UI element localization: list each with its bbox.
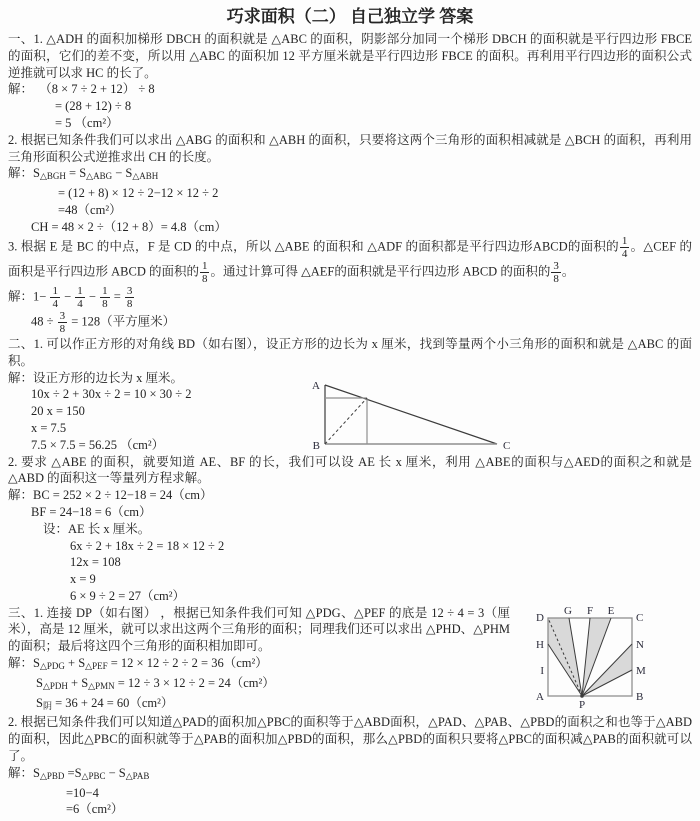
formula-line: 解： （8 × 7 ÷ 2 + 12） ÷ 8	[8, 82, 155, 97]
answer-paragraph-2-1: 二、1. 可以作正方形的对角线 BD（如右图），设正方形的边长为 x 厘米，找到等量两个小三角形的面积和就是 △ABC 的面积。	[8, 336, 692, 368]
triangle-figure-svg	[300, 376, 540, 466]
square-label-h: H	[536, 639, 544, 651]
square-label-a: A	[536, 691, 544, 703]
answer-paragraph-3-2: 2. 根据已知条件我们可以知道△PAD的面积加△PBC的面积等于△ABD面积，△PAD、△PAB、△PBD的面积之和也等于△ABD的面积，因此△PBC的面积就等于△PAB的面积加△PBD的面积，那么△PBD的面积只要将△PBC的面积减△PAB的面积就可以了。	[8, 715, 692, 764]
subscript: 阴	[42, 700, 52, 711]
formula-line: 解：1− $\frac{1}{4}$ − $\frac{1}{4}$ − $\frac{1}{8}$ = $\frac{3}{8}$	[8, 286, 692, 311]
formula-line: x = 7.5	[31, 420, 67, 435]
fraction: $\frac{1}{4}$	[77, 284, 83, 311]
subscript: △ABG	[86, 171, 113, 182]
fraction: $\frac{3}{8}$	[553, 259, 559, 286]
formula-line: 设：AE 长 x 厘米。	[43, 521, 151, 536]
formula-line: x = 9	[70, 572, 96, 587]
answer-paragraph-1-2: 2. 根据已知条件我们可以求出 △ABG 的面积和 △ABH 的面积，只要将这两个三角形的面积相减就是 △BCH 的面积，再利用三角形面积公式逆推求出 CH 的长度。	[8, 132, 692, 164]
fraction: $\frac{1}{8}$	[201, 259, 208, 286]
square-figure-svg	[530, 604, 652, 718]
answer-paragraph-2-2: 2. 要求 △ABE 的面积，就要知道 AE、BF 的长，我们可以设 AE 长 x 厘米，利用 △ABE的面积与△AED的面积之和就是 △ABD 的面积这一等量列方程求解。	[8, 454, 692, 486]
subscript: △ABH	[132, 171, 159, 182]
answer-paragraph-1-3: 3. 根据 E 是 BC 的中点，F 是 CD 的中点，所以 △ABE 的面积和 △ADF 的面积都是平行四边形ABCD的面积的 $\frac{1}{4}$ 。△CEF 的面积是平行四边形 ABCD 的面积的 $\frac{1}{8}$ 。通过计算可得 △AEF的面积就是平行四边形 ABCD 的面积的 $\frac{3}{8}$ 。	[8, 234, 692, 286]
subscript: △PAB	[125, 770, 150, 781]
subscript: △BGH	[39, 171, 66, 182]
formula-line: 10x ÷ 2 + 30x ÷ 2 = 10 × 30 ÷ 2	[31, 387, 192, 402]
square-label-f: F	[586, 605, 594, 617]
formula-line: S阴 = 36 + 24 = 60（cm²）	[36, 695, 174, 711]
square-label-e: E	[607, 605, 615, 617]
formula-line: BF = 24−18 = 6（cm）	[31, 504, 152, 519]
formula-line: =10−4	[66, 785, 99, 800]
square-label-g: G	[564, 605, 572, 617]
fraction: $\frac{3}{8}$	[126, 284, 133, 311]
formula-line: 解：S△PDG + S△PEF = 12 × 12 ÷ 2 ÷ 2 = 36（cm²）	[8, 656, 268, 672]
subscript: △PBC	[81, 770, 106, 781]
square-label-d: D	[536, 612, 544, 624]
square-figure	[530, 604, 652, 723]
square-label-n: N	[636, 639, 644, 651]
triangle-side-ac	[325, 385, 497, 444]
subscript: △PDH	[42, 680, 68, 691]
fraction: $\frac{1}{8}$	[102, 284, 108, 311]
square-label-m: M	[636, 665, 646, 677]
triangle-label-a: A	[312, 380, 320, 392]
triangle-label-c: C	[503, 440, 511, 452]
fraction: $\frac{1}{4}$	[621, 234, 628, 261]
formula-line: 48 ÷ $\frac{3}{8}$ = 128（平方厘米）	[31, 309, 176, 336]
square-label-c: C	[636, 612, 644, 624]
answer-paragraph-1-1: 一、1. △ADH 的面积加梯形 DBCH 的面积就是 △ABC 的面积，阴影部分加同一个梯形 DBCH 的面积就是平行四边形 FBCE 的面积，它们的差不变，所以用 △ABC 的面积加 12 平方厘米就是平行四边形 FBCE 的面积。再利用平行四边形的面积公式逆推就可以求 HC 的长了。	[8, 32, 692, 80]
subscript: △PEF	[85, 661, 108, 672]
subscript: △PBD	[39, 770, 65, 781]
subscript: △PMN	[88, 680, 115, 691]
triangle-label-b: B	[312, 440, 320, 452]
formula-line: 6 × 9 ÷ 2 = 27（cm²）	[70, 588, 185, 603]
formula-line: CH = 48 × 2 ÷（12 + 8）= 4.8（cm）	[31, 219, 227, 234]
square-label-b: B	[636, 691, 644, 703]
square-label-p: P	[578, 699, 586, 711]
formula-line: 12x = 108	[70, 555, 121, 570]
formula-line: 解：设正方形的边长为 x 厘米。	[8, 370, 184, 385]
formula-line: 7.5 × 7.5 = 56.25 （cm²）	[31, 437, 165, 452]
fraction: $\frac{3}{8}$	[59, 309, 66, 336]
square-label-i: I	[540, 665, 544, 677]
formula-line: 6x ÷ 2 + 18x ÷ 2 = 18 × 12 ÷ 2	[70, 538, 225, 553]
formula-line: 解：BC = 252 × 2 ÷ 12−18 = 24（cm）	[8, 488, 213, 503]
page-title: 巧求面积（二） 自己独立学 答案	[226, 7, 474, 26]
formula-line: 解：S△BGH = S△ABG − S△ABH	[8, 166, 159, 182]
triangle-figure	[300, 376, 540, 471]
formula-line: 解：S△PBD =S△PBC − S△PAB	[8, 765, 150, 781]
formula-line: S△PDH + S△PMN = 12 ÷ 3 × 12 ÷ 2 = 24（cm²）	[36, 675, 275, 691]
diagonal-bd-dashed	[325, 398, 367, 444]
formula-line: = (12 + 8) × 12 ÷ 2−12 × 12 ÷ 2	[58, 186, 219, 201]
formula-line: =6（cm²）	[66, 802, 124, 817]
answer-paragraph-3-1: 三、1. 连接 DP（如右图） ，根据已知条件我们可知 △PDG、△PEF 的底是 12 ÷ 4 = 3（厘米），高是 12 厘米，就可以求出这两个三角形的面积；同理我们还可以求出 △PHD、△PHM 的面积；最后将这四个三角形的面积相加即可。	[8, 605, 510, 654]
formula-line: = 5 （cm²）	[55, 115, 119, 130]
point-p-dot	[580, 694, 584, 698]
formula-line: =48（cm²）	[58, 202, 122, 217]
formula-line: = (28 + 12) ÷ 8	[55, 99, 132, 114]
fraction: $\frac{1}{4}$	[52, 284, 58, 311]
formula-line: 20 x = 150	[31, 404, 85, 419]
subscript: △PDG	[39, 661, 65, 672]
